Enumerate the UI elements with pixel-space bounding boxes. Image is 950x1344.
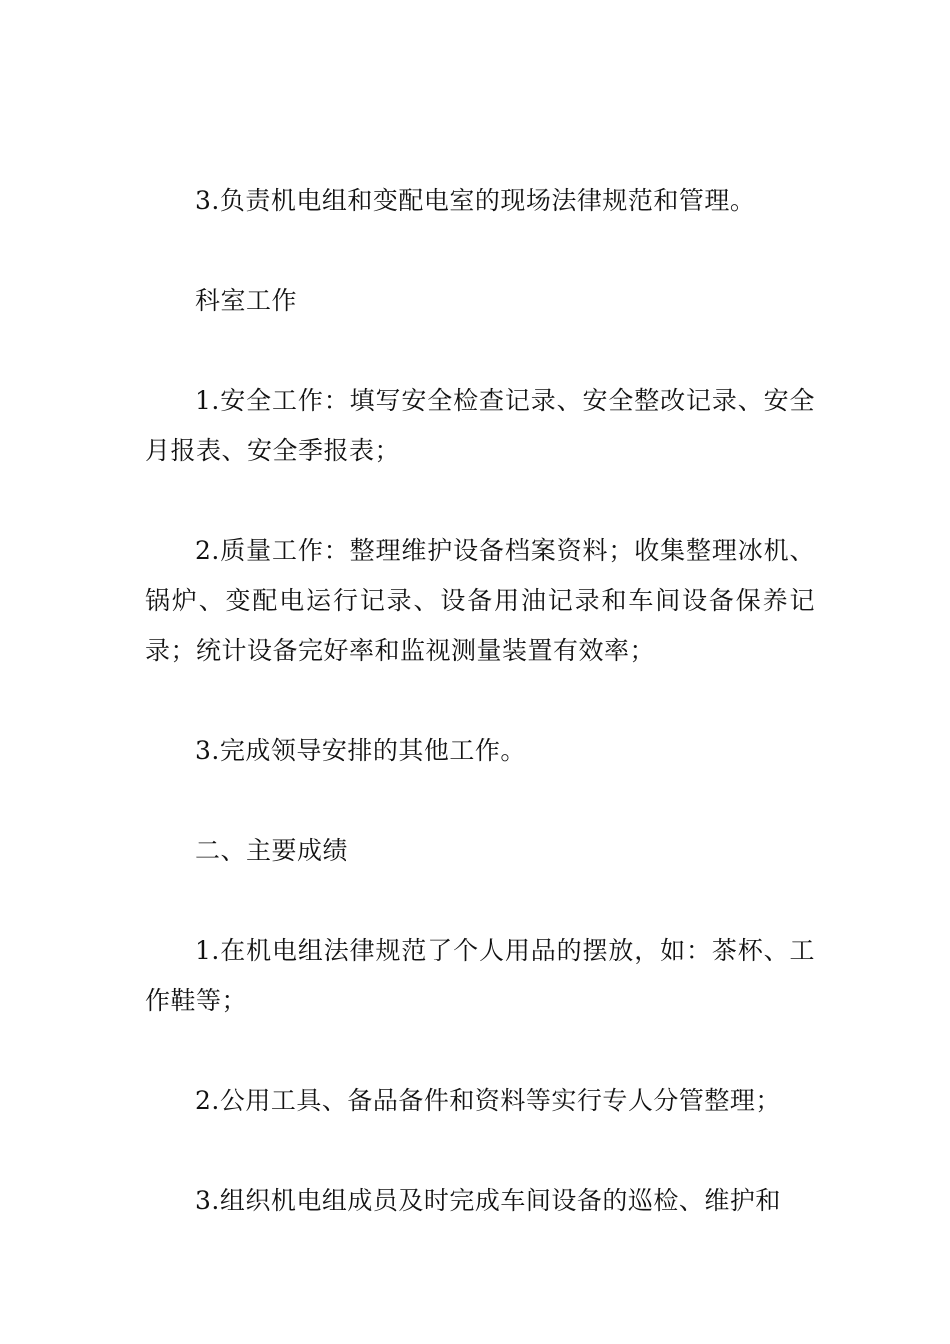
paragraph-achievement-2: 2.公用工具、备品备件和资料等实行专人分管整理； — [195, 1086, 781, 1115]
paragraph-achievement-1: 1.在机电组法律规范了个人用品的摆放，如：茶杯、工作鞋等； — [145, 936, 815, 1015]
paragraph-duty-3: 3.负责机电组和变配电室的现场法律规范和管理。 — [195, 186, 756, 215]
heading-main-achievements: 二、主要成绩 — [195, 836, 349, 865]
paragraph-achievement-3: 3.组织机电组成员及时完成车间设备的巡检、维护和 — [195, 1186, 781, 1215]
paragraph-safety-work: 1.安全工作：填写安全检查记录、安全整改记录、安全月报表、安全季报表； — [145, 386, 815, 465]
heading-office-work: 科室工作 — [195, 286, 298, 315]
paragraph-other-work: 3.完成领导安排的其他工作。 — [195, 736, 526, 765]
paragraph-quality-work: 2.质量工作：整理维护设备档案资料；收集整理冰机、锅炉、变配电运行记录、设备用油记录和车间设备保养记录；统计设备完好率和监视测量装置有效率； — [145, 536, 815, 665]
